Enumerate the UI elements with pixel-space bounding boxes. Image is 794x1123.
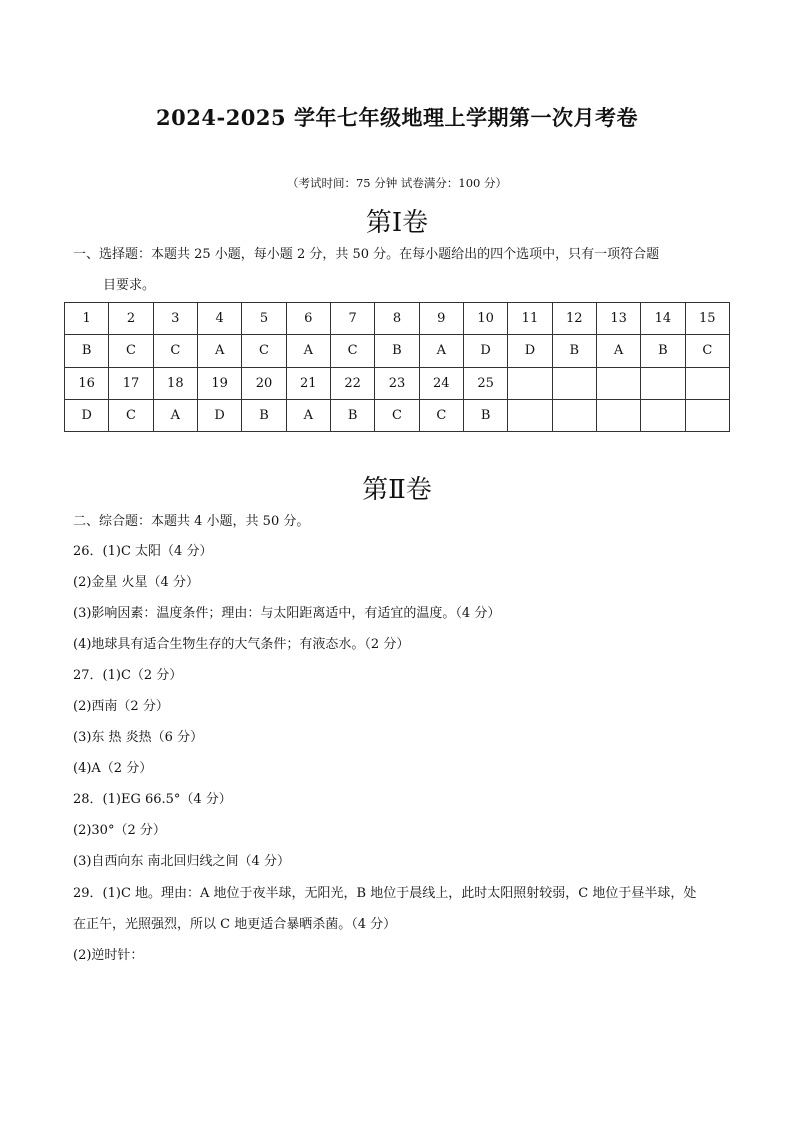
- table-row: [65, 399, 730, 431]
- answer-cell: B: [242, 399, 286, 431]
- question-number-cell: 21: [286, 367, 330, 399]
- answer-cell: A: [153, 399, 197, 431]
- answer-line: 27．(1)C（2 分）: [73, 668, 183, 683]
- volume-1-title: 第Ⅰ卷: [365, 208, 429, 238]
- question-number-cell: 7: [330, 303, 374, 335]
- answer-line: (4)地球具有适合生物生存的大气条件；有液态水。（2 分）: [73, 637, 410, 652]
- answer-cell: D: [65, 399, 109, 431]
- answer-line: (2)30°（2 分）: [73, 823, 166, 838]
- section-2-instruction: 二、综合题：本题共 4 小题，共 50 分。: [73, 514, 310, 529]
- answer-cell: [596, 399, 640, 431]
- question-number-cell: [596, 367, 640, 399]
- answer-line: 28．(1)EG 66.5°（4 分）: [73, 792, 232, 807]
- exam-subtitle: （考试时间：75 分钟 试卷满分：100 分）: [286, 176, 508, 190]
- answer-cell: C: [109, 399, 153, 431]
- question-number-cell: [685, 367, 729, 399]
- question-number-cell: 22: [330, 367, 374, 399]
- question-number-cell: 20: [242, 367, 286, 399]
- question-number-cell: 19: [197, 367, 241, 399]
- answer-cell: A: [286, 399, 330, 431]
- answer-line: (3)影响因素：温度条件；理由：与太阳距离适中，有适宜的温度。（4 分）: [73, 606, 501, 621]
- answer-cell: C: [685, 335, 729, 367]
- answer-line: (2)西南（2 分）: [73, 699, 169, 714]
- question-number-cell: 4: [197, 303, 241, 335]
- question-number-cell: [552, 367, 596, 399]
- question-number-cell: 10: [463, 303, 507, 335]
- section-1-instruction-cont: 目要求。: [103, 278, 156, 293]
- question-number-cell: 2: [109, 303, 153, 335]
- answer-line: (4)A（2 分）: [73, 761, 153, 776]
- answer-cell: [508, 399, 552, 431]
- table-row: [65, 367, 730, 399]
- answer-cell: C: [330, 335, 374, 367]
- answer-cell: C: [419, 399, 463, 431]
- answer-line: 26．(1)C 太阳（4 分）: [73, 544, 213, 559]
- answer-cell: C: [242, 335, 286, 367]
- answer-line: (2)逆时针：: [73, 948, 144, 963]
- answer-cell: [552, 399, 596, 431]
- answer-line: (3)自西向东 南北回归线之间（4 分）: [73, 854, 290, 869]
- volume-2-title: 第Ⅱ卷: [362, 475, 432, 505]
- question-number-cell: 9: [419, 303, 463, 335]
- table-row: [65, 335, 730, 367]
- question-number-cell: 8: [375, 303, 419, 335]
- answer-line: (2)金星 火星（4 分）: [73, 575, 199, 590]
- question-number-cell: 13: [596, 303, 640, 335]
- answer-cell: A: [596, 335, 640, 367]
- answer-line: (3)东 热 炎热（6 分）: [73, 730, 204, 745]
- question-number-cell: 12: [552, 303, 596, 335]
- answer-cell: C: [153, 335, 197, 367]
- exam-title: 2024-2025 学年七年级地理上学期第一次月考卷: [156, 105, 638, 130]
- answer-cell: B: [641, 335, 685, 367]
- question-number-cell: 18: [153, 367, 197, 399]
- question-number-cell: [508, 367, 552, 399]
- question-number-cell: 6: [286, 303, 330, 335]
- question-number-cell: 1: [65, 303, 109, 335]
- answer-cell: B: [552, 335, 596, 367]
- answer-cell: D: [197, 399, 241, 431]
- question-number-cell: 11: [508, 303, 552, 335]
- answer-cell: B: [65, 335, 109, 367]
- answer-cell: D: [508, 335, 552, 367]
- answer-cell: [641, 399, 685, 431]
- answer-table: [64, 302, 730, 432]
- answer-cell: D: [463, 335, 507, 367]
- answer-cell: A: [197, 335, 241, 367]
- section-1-instruction: 一、选择题：本题共 25 小题，每小题 2 分，共 50 分。在每小题给出的四个选项中，只有一项符合题: [73, 247, 660, 262]
- answer-cell: A: [286, 335, 330, 367]
- question-number-cell: 25: [463, 367, 507, 399]
- question-number-cell: 17: [109, 367, 153, 399]
- question-number-cell: 5: [242, 303, 286, 335]
- question-number-cell: 23: [375, 367, 419, 399]
- answer-cell: B: [375, 335, 419, 367]
- answer-cell: [685, 399, 729, 431]
- question-number-cell: 3: [153, 303, 197, 335]
- answer-line: 29．(1)C 地。理由：A 地位于夜半球，无阳光，B 地位于晨线上，此时太阳照射较弱，C 地位于昼半球，处: [73, 886, 697, 901]
- answer-cell: B: [463, 399, 507, 431]
- answer-cell: B: [330, 399, 374, 431]
- answer-cell: A: [419, 335, 463, 367]
- answer-cell: C: [109, 335, 153, 367]
- question-number-cell: 14: [641, 303, 685, 335]
- question-number-cell: [641, 367, 685, 399]
- table-row: [65, 303, 730, 335]
- question-number-cell: 24: [419, 367, 463, 399]
- answer-line: 在正午，光照强烈，所以 C 地更适合暴晒杀菌。（4 分）: [73, 917, 397, 932]
- question-number-cell: 16: [65, 367, 109, 399]
- answer-cell: C: [375, 399, 419, 431]
- question-number-cell: 15: [685, 303, 729, 335]
